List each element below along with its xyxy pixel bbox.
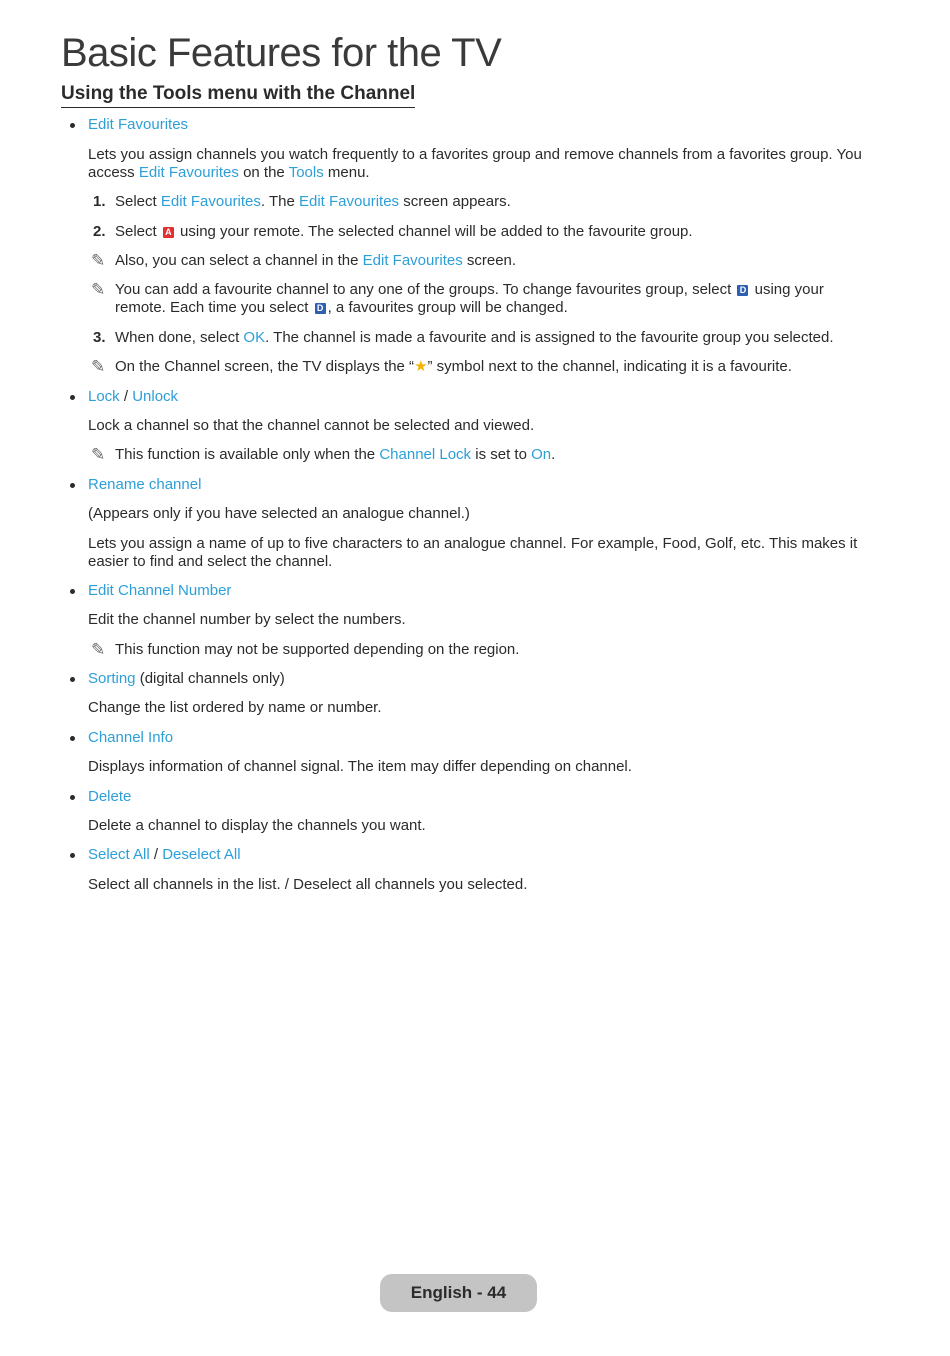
blue-d-key-icon: D [315, 303, 326, 314]
rename-desc-3: easier to find and select the channel. [88, 553, 333, 570]
rename-desc-2: Lets you assign a name of up to five characters to an analogue channel. For example, Food, Golf, etc. This makes it [88, 535, 858, 552]
channel-info-desc: Displays information of channel signal. The item may differ depending on channel. [88, 758, 632, 775]
blue-d-key-icon: D [737, 285, 748, 296]
lock-unlock-item: Lock / Unlock [88, 388, 179, 405]
note-pencil-icon: ✎ [91, 357, 106, 376]
section-heading: Using the Tools menu with the Channel [61, 82, 415, 108]
note-pencil-icon: ✎ [91, 640, 106, 659]
edit-number-desc: Edit the channel number by select the numbers. [88, 611, 406, 628]
note-text-line2: remote. Each time you select D , a favourites group will be changed. [115, 299, 568, 316]
step-1-text: Select Edit Favourites. The Edit Favourites screen appears. [115, 193, 511, 210]
bullet-dot [70, 795, 75, 800]
channel-info-link[interactable]: Channel Info [88, 729, 174, 746]
rename-desc-1: (Appears only if you have selected an analogue channel.) [88, 505, 470, 522]
delete-link[interactable]: Delete [88, 788, 132, 805]
page-number-badge: English - 44 [380, 1274, 537, 1312]
note-text: On the Channel screen, the TV displays the “★” symbol next to the channel, indicating it is a favourite. [115, 358, 792, 375]
step-3-text: When done, select OK. The channel is made a favourite and is assigned to the favourite group you selected. [115, 329, 834, 346]
step-number: 2. [93, 223, 106, 240]
bullet-dot [70, 123, 75, 128]
select-all-link[interactable]: Select All [88, 846, 150, 863]
sorting-item: Sorting (digital channels only) [88, 670, 285, 687]
bullet-dot [70, 395, 75, 400]
note-text: This function may not be supported depending on the region. [115, 641, 520, 658]
sorting-link[interactable]: Sorting [88, 670, 136, 687]
note-text: This function is available only when the Channel Lock is set to On. [115, 446, 556, 463]
rename-channel-link[interactable]: Rename channel [88, 476, 202, 493]
note-text: Also, you can select a channel in the Edit Favourites screen. [115, 252, 517, 269]
edit-favourites-desc-line2: access Edit Favourites on the Tools menu. [88, 164, 370, 181]
step-number: 3. [93, 329, 106, 346]
edit-channel-number-link[interactable]: Edit Channel Number [88, 582, 232, 599]
step-number: 1. [93, 193, 106, 210]
lock-desc: Lock a channel so that the channel cannot be selected and viewed. [88, 417, 535, 434]
favourite-star-icon: ★ [414, 358, 428, 375]
note-pencil-icon: ✎ [91, 445, 106, 464]
select-all-desc: Select all channels in the list. / Deselect all channels you selected. [88, 876, 528, 893]
note-pencil-icon: ✎ [91, 251, 106, 270]
bullet-dot [70, 589, 75, 594]
deselect-all-link[interactable]: Deselect All [162, 846, 241, 863]
lock-link[interactable]: Lock [88, 388, 120, 405]
step-2-text: Select A using your remote. The selected channel will be added to the favourite group. [115, 223, 693, 240]
select-all-item: Select All / Deselect All [88, 846, 241, 863]
edit-favourites-link[interactable]: Edit Favourites [88, 116, 189, 133]
unlock-link[interactable]: Unlock [132, 388, 179, 405]
delete-desc: Delete a channel to display the channels you want. [88, 817, 426, 834]
edit-favourites-desc-line1: Lets you assign channels you watch frequently to a favorites group and remove channels from a favorites group. You [88, 146, 862, 163]
bullet-dot [70, 736, 75, 741]
note-pencil-icon: ✎ [91, 280, 106, 299]
bullet-dot [70, 853, 75, 858]
bullet-dot [70, 677, 75, 682]
sorting-desc: Change the list ordered by name or number. [88, 699, 382, 716]
red-a-key-icon: A [163, 227, 174, 238]
note-text: You can add a favourite channel to any one of the groups. To change favourites group, select D using your [115, 281, 824, 298]
bullet-dot [70, 483, 75, 488]
page-title: Basic Features for the TV [61, 31, 502, 75]
